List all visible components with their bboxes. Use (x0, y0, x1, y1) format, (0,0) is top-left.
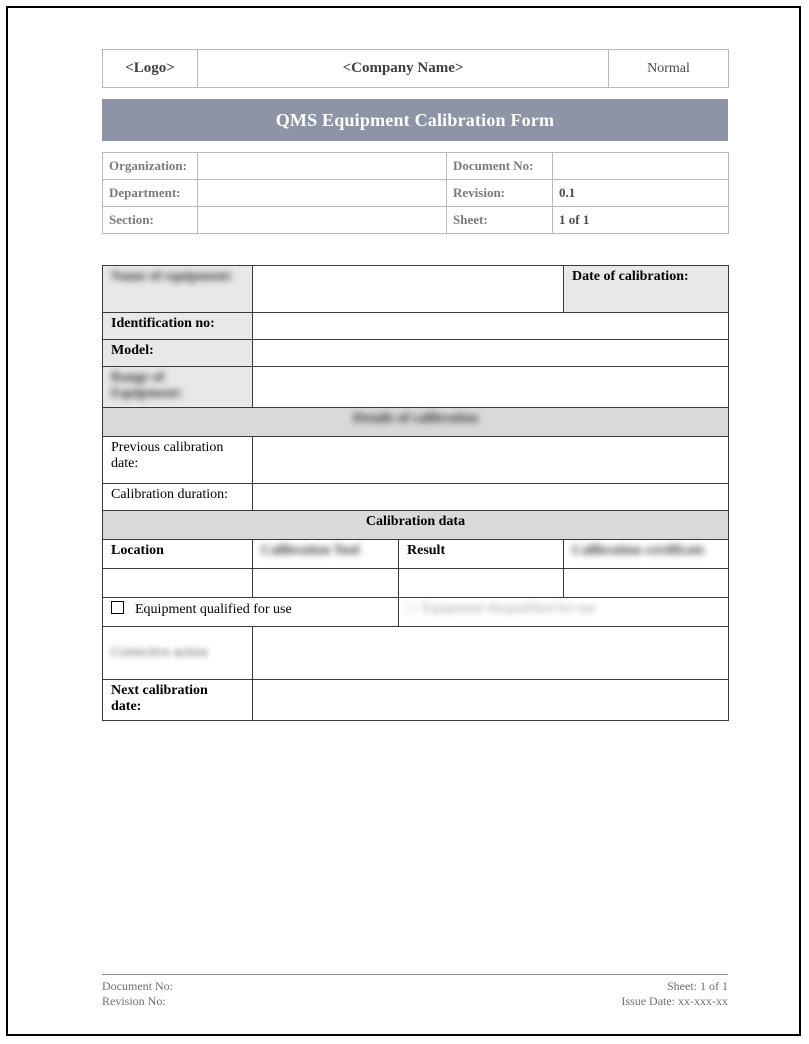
corrective-action-label (103, 627, 253, 680)
name-of-equipment-label (103, 266, 253, 313)
corrective-action-value[interactable] (253, 627, 729, 680)
equipment-disqualified-checkbox-row[interactable] (399, 598, 729, 627)
form-title-bar (102, 99, 728, 141)
column-header-calibration-certificate (564, 540, 729, 569)
page-frame (6, 6, 801, 1036)
model-value[interactable] (253, 340, 729, 367)
range-of-equipment-label (103, 367, 253, 408)
footer-left (102, 979, 173, 1009)
table-row (103, 266, 729, 313)
details-of-calibration-band-text: Details of calibration (352, 411, 479, 426)
organization-label: Organization: (103, 153, 198, 180)
range-of-equipment-label-line1: Range of (111, 370, 165, 385)
organization-value[interactable] (198, 153, 447, 180)
column-header-location: Location (103, 540, 253, 569)
identification-no-value[interactable] (253, 313, 729, 340)
next-calibration-date-label-line2: date: (111, 699, 142, 714)
equipment-disqualified-label: □ Equipment disqualified for use (407, 601, 596, 616)
calibration-duration-value[interactable] (253, 484, 729, 511)
page-footer (102, 974, 728, 1009)
sheet-value[interactable]: 1 of 1 (553, 207, 729, 234)
range-of-equipment-label-line2: Equipment: (111, 386, 183, 401)
equipment-calibration-table (102, 265, 729, 721)
document-meta-table (102, 152, 729, 234)
section-value[interactable] (198, 207, 447, 234)
document-sheet (102, 49, 728, 721)
table-row (103, 367, 729, 408)
cell-location-value[interactable] (103, 569, 253, 598)
table-row (103, 569, 729, 598)
equipment-qualified-label: Equipment qualified for use (135, 602, 292, 617)
next-calibration-date-value[interactable] (253, 680, 729, 721)
section-label: Section: (103, 207, 198, 234)
corrective-action-label-text: Corrective action (111, 645, 208, 660)
table-row (103, 408, 729, 437)
column-header-result: Result (399, 540, 564, 569)
department-label: Department: (103, 180, 198, 207)
equipment-disqualified-label-text: Equipment disqualified for use (422, 601, 596, 616)
column-header-calibration-certificate-text: Calibration certificate (572, 543, 705, 558)
previous-calibration-date-value[interactable] (253, 437, 729, 484)
document-status: Normal (609, 50, 729, 88)
page-title: QMS Equipment Calibration Form (275, 109, 555, 130)
table-row (103, 340, 729, 367)
table-row (103, 207, 729, 234)
revision-value[interactable]: 0.1 (553, 180, 729, 207)
previous-calibration-date-label: Previous calibration date: (103, 437, 253, 484)
next-calibration-date-label (103, 680, 253, 721)
next-calibration-date-label-line1: Next calibration (111, 683, 208, 698)
checkbox-icon[interactable] (111, 601, 124, 614)
table-row (103, 50, 729, 88)
footer-document-no: Document No: (102, 979, 173, 993)
column-header-calibration-tool-text: Calibration Tool (261, 543, 360, 558)
table-row (103, 540, 729, 569)
footer-sheet: Sheet: 1 of 1 (667, 979, 728, 993)
table-row (103, 627, 729, 680)
sheet-label: Sheet: (447, 207, 553, 234)
table-row (103, 484, 729, 511)
table-row (103, 511, 729, 540)
footer-revision-no: Revision No: (102, 994, 166, 1008)
details-of-calibration-band (103, 408, 729, 437)
cell-result-value[interactable] (399, 569, 564, 598)
column-header-calibration-tool (253, 540, 399, 569)
table-row (103, 680, 729, 721)
range-of-equipment-value[interactable] (253, 367, 729, 408)
identification-no-label: Identification no: (103, 313, 253, 340)
calibration-duration-label: Calibration duration: (103, 484, 253, 511)
company-name-placeholder: <Company Name> (198, 50, 609, 88)
model-label: Model: (103, 340, 253, 367)
document-no-value[interactable] (553, 153, 729, 180)
equipment-qualified-checkbox-row[interactable] (103, 598, 399, 627)
revision-label: Revision: (447, 180, 553, 207)
footer-right (621, 979, 728, 1009)
date-of-calibration-label: Date of calibration: (564, 266, 729, 313)
name-of-equipment-label-text: Name of equipment: (111, 269, 234, 284)
table-row (103, 180, 729, 207)
footer-issue-date: Issue Date: xx-xxx-xx (621, 994, 728, 1008)
document-header-table (102, 49, 729, 88)
table-row (103, 437, 729, 484)
table-row (103, 153, 729, 180)
cell-calibration-certificate-value[interactable] (564, 569, 729, 598)
logo-placeholder: <Logo> (103, 50, 198, 88)
calibration-data-band: Calibration data (103, 511, 729, 540)
table-row (103, 313, 729, 340)
name-of-equipment-value[interactable] (253, 266, 564, 313)
department-value[interactable] (198, 180, 447, 207)
table-row (103, 598, 729, 627)
cell-calibration-tool-value[interactable] (253, 569, 399, 598)
document-no-label: Document No: (447, 153, 553, 180)
